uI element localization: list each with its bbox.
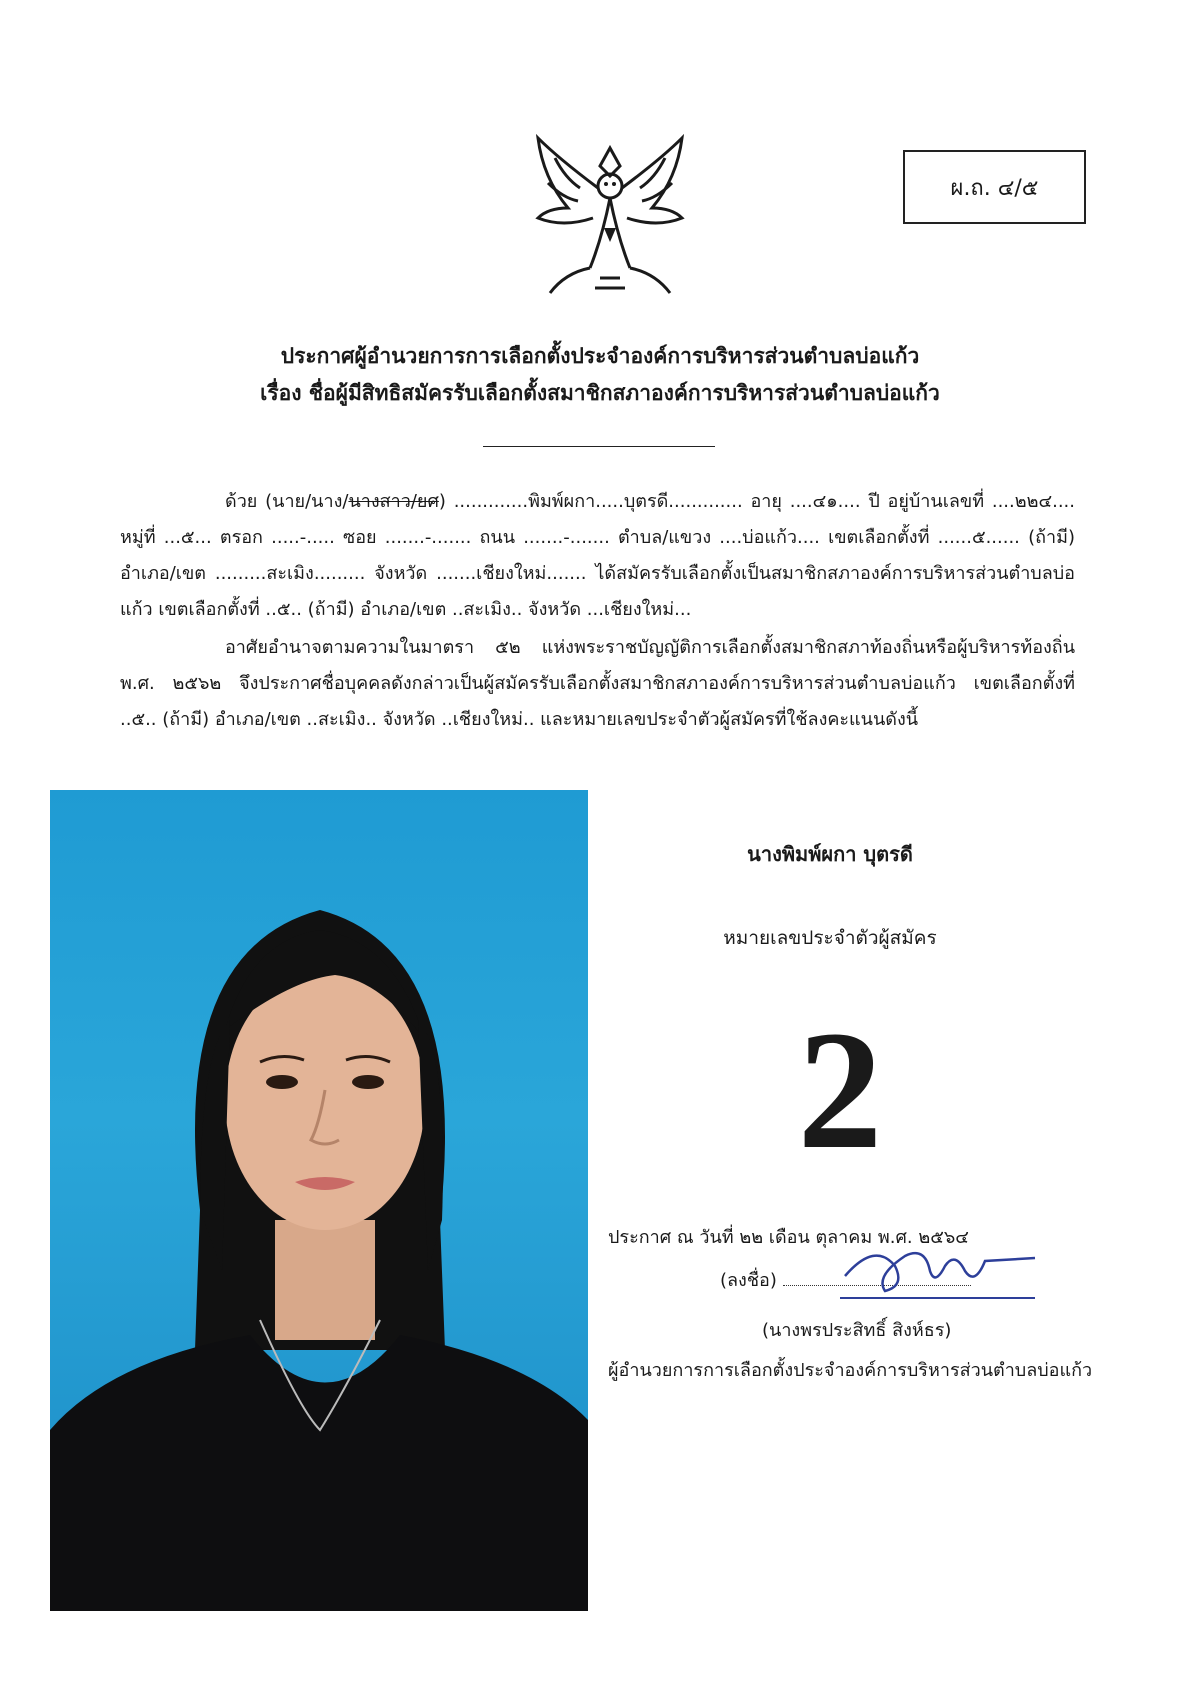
details-lead: ด้วย (นาย/นาง/ bbox=[225, 491, 349, 512]
candidate-portrait-icon bbox=[50, 790, 588, 1611]
handwritten-signature bbox=[835, 1236, 1045, 1306]
form-code-box: ผ.ถ. ๔/๕ bbox=[903, 150, 1086, 224]
signature-label: (ลงชื่อ) bbox=[720, 1270, 777, 1291]
candidate-number: 2 bbox=[797, 996, 883, 1184]
announcement-subject: เรื่อง ชื่อผู้มีสิทธิสมัครรับเลือกตั้งสมาชิกสภาองค์การบริหารส่วนตำบลบ่อแก้ว bbox=[260, 381, 940, 405]
details-rest: ) .............พิมพ์ผกา.....บุตรดี............. อายุ ....๔๑.... ปี อยู่บ้านเลขที่ ....๒๒๔.... หมู่ที่ ...๕... ตรอก .....-..... ซอย .......-....... ถนน .......-....... ตำบล/แขวง ....บ่อแก้ว.... เขตเลือกตั้งที่ ......๕...... (ถ้ามี) อำเภอ/เขต .........สะเมิง......... จังหวัด .......เชียงใหม่....... ได้สมัครรับเลือกตั้งเป็นสมาชิกสภาองค์การบริหารส่วนตำบลบ่อแก้ว เขตเลือกตั้งที่ ..๕.. (ถ้ามี) อำเภอ/เขต ..สะเมิง.. จังหวัด ...เชียงใหม่... bbox=[120, 491, 1075, 620]
garuda-emblem-icon bbox=[520, 128, 700, 308]
signer-position: ผู้อำนวยการการเลือกตั้งประจำองค์การบริหารส่วนตำบลบ่อแก้ว bbox=[608, 1360, 1093, 1381]
legal-basis-paragraph: อาศัยอำนาจตามความในมาตรา ๕๒ แห่งพระราชบัญญัติการเลือกตั้งสมาชิกสภาท้องถิ่นหรือผู้บริหารท้องถิ่น พ.ศ. ๒๕๖๒ จึงประกาศชื่อบุคคลดังกล่าวเป็นผู้สมัครรับเลือกตั้งสมาชิกสภาองค์การบริหารส่วนตำบลบ่อแก้ว เขตเลือกตั้งที่ ..๕.. (ถ้ามี) อำเภอ/เขต ..สะเมิง.. จังหวัด ..เชียงใหม่.. และหมายเลขประจำตัวผู้สมัครที่ใช้ลงคะแนนดังนี้ bbox=[120, 637, 1075, 730]
announcement-title: ประกาศผู้อำนวยการการเลือกตั้งประจำองค์การบริหารส่วนตำบลบ่อแก้ว bbox=[280, 344, 920, 368]
announcement-date: ประกาศ ณ วันที่ ๒๒ เดือน ตุลาคม พ.ศ. ๒๕๖๔ bbox=[608, 1227, 969, 1248]
title-divider bbox=[483, 446, 715, 447]
candidate-number-label: หมายเลขประจำตัวผู้สมัคร bbox=[723, 927, 937, 949]
candidate-name: นางพิมพ์ผกา บุตรดี bbox=[747, 842, 913, 866]
candidate-photo bbox=[50, 790, 588, 1611]
candidate-details-paragraph bbox=[120, 484, 1075, 628]
signer-name: (นางพรประสิทธิ์ สิงห์ธร) bbox=[762, 1320, 952, 1341]
details-struck-text: นางสาว/ยศ bbox=[348, 491, 439, 512]
